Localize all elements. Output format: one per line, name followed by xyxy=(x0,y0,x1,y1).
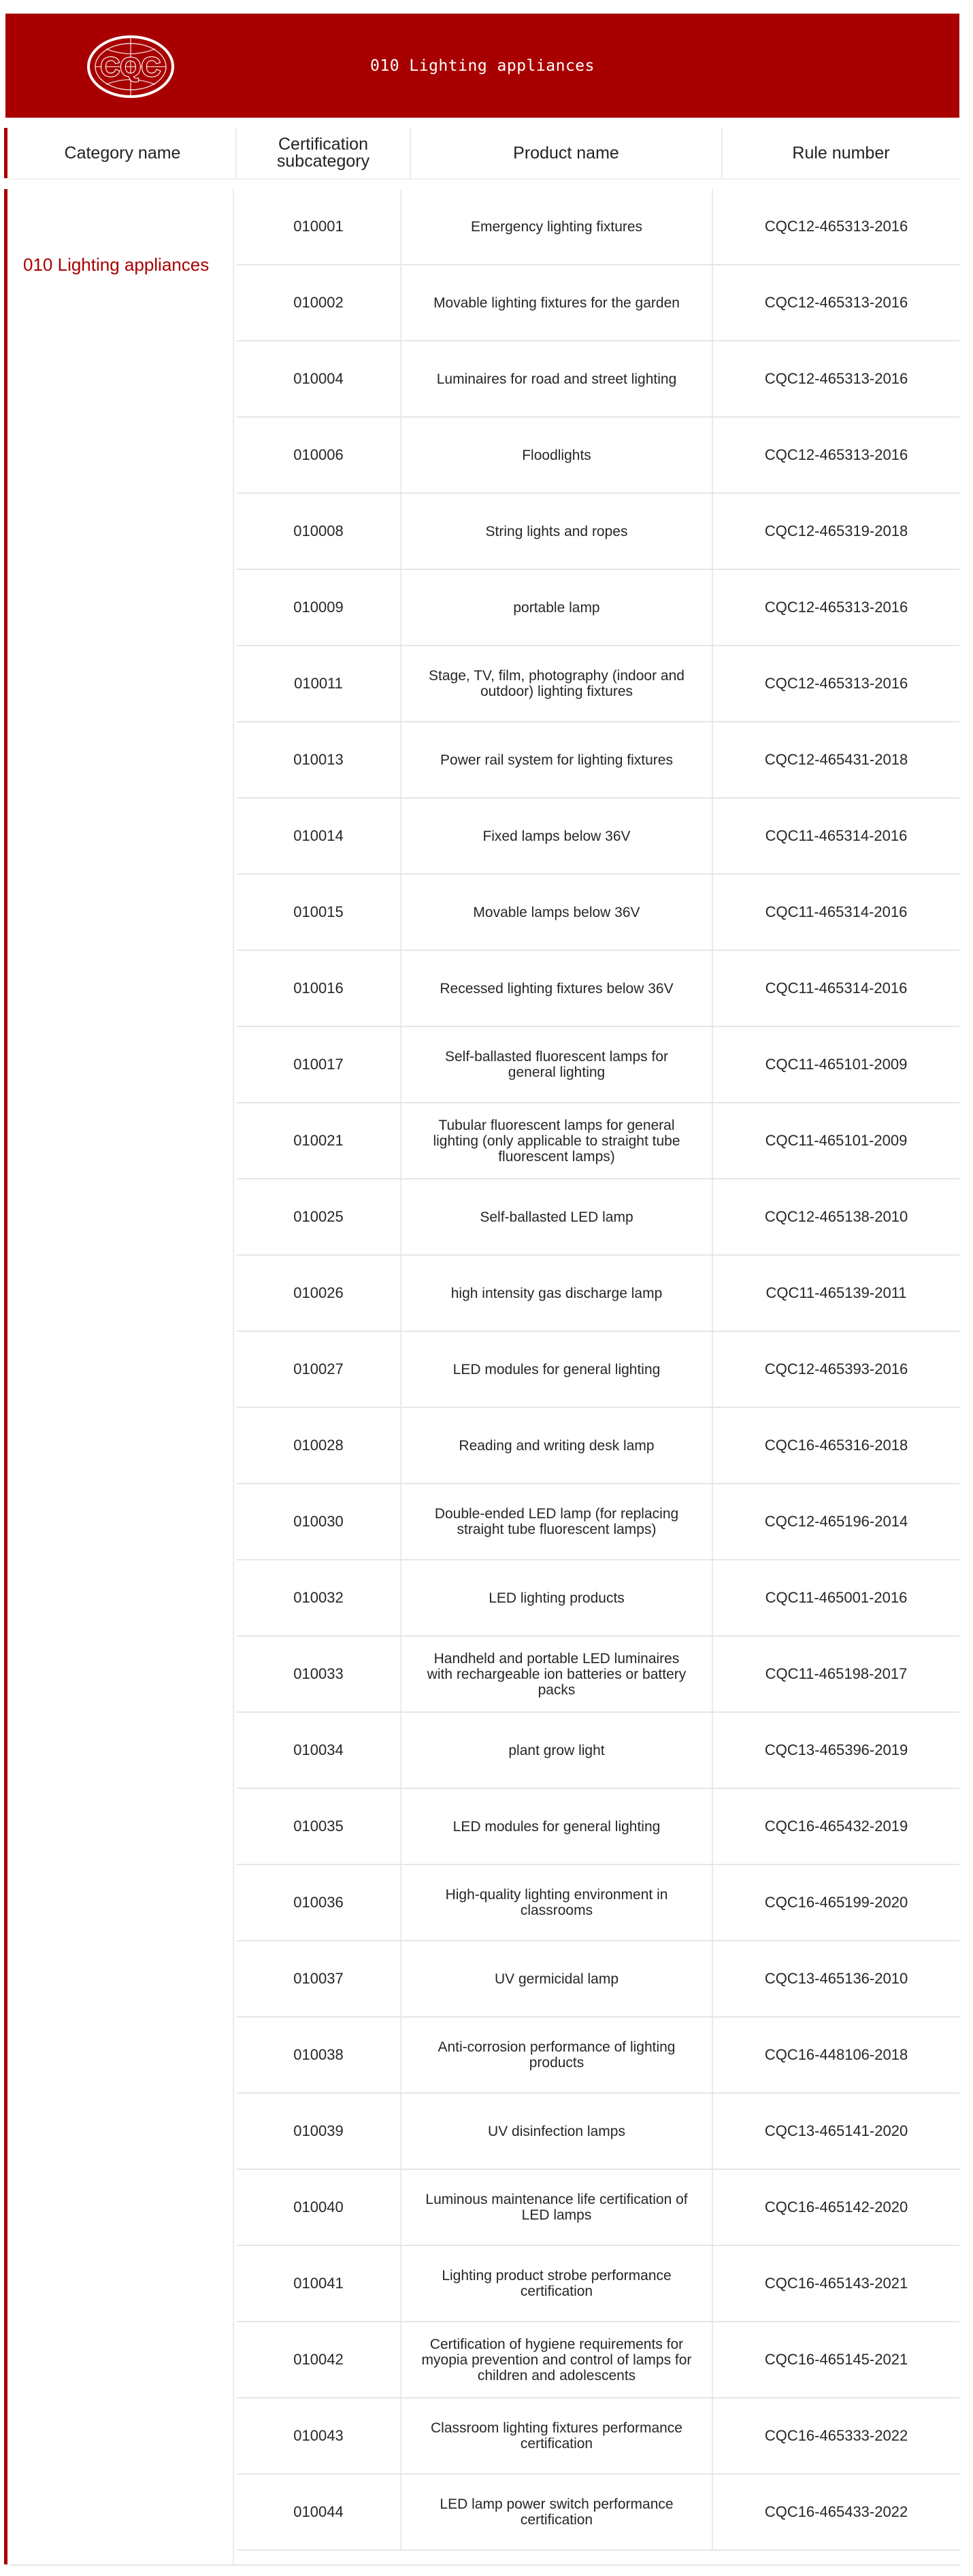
product-name: LED lighting products xyxy=(401,1560,713,1635)
page-title: 010 Lighting appliances xyxy=(370,56,595,75)
product-name: Handheld and portable LED luminaires with rechargeable ion batteries or battery packs xyxy=(401,1637,713,1711)
subcategory-code: 010033 xyxy=(237,1637,401,1711)
subcategory-code: 010041 xyxy=(237,2246,401,2321)
rule-number: CQC11-465139-2011 xyxy=(765,1284,907,1301)
table-row xyxy=(237,2094,959,2170)
subcategory-code: 010039 xyxy=(237,2094,401,2169)
table-row xyxy=(237,951,959,1027)
table-row xyxy=(237,722,959,799)
subcategory-code: 010036 xyxy=(237,1865,401,1940)
product-name: Luminous maintenance life certification of LED lamps xyxy=(401,2170,713,2245)
subcategory-code: 010001 xyxy=(237,189,401,264)
rule-number: CQC16-448106-2018 xyxy=(764,2046,908,2063)
rule-number: CQC16-465143-2021 xyxy=(764,2275,908,2292)
product-name: High-quality lighting environment in classrooms xyxy=(401,1865,713,1940)
subcategory-code: 010026 xyxy=(237,1256,401,1331)
subcategory-code: 010009 xyxy=(237,570,401,645)
table-row xyxy=(237,2398,959,2475)
subcategory-code: 010034 xyxy=(237,1713,401,1788)
rule-number: CQC12-465313-2016 xyxy=(764,446,908,463)
product-name: Lighting product strobe performance certification xyxy=(401,2246,713,2321)
product-name: Emergency lighting fixtures xyxy=(401,189,713,264)
table-row xyxy=(237,875,959,951)
table-row xyxy=(237,646,959,722)
product-name: Self-ballasted LED lamp xyxy=(401,1180,713,1254)
rule-number: CQC11-465314-2016 xyxy=(765,903,908,920)
table-row xyxy=(237,570,959,646)
header-category-name: Category name xyxy=(10,128,237,178)
table-body xyxy=(237,189,959,2564)
table-row xyxy=(237,1789,959,1865)
subcategory-code: 010032 xyxy=(237,1560,401,1635)
table-row xyxy=(237,2246,959,2322)
product-name: Classroom lighting fixtures performance certification xyxy=(401,2398,713,2473)
table-row xyxy=(237,2475,959,2551)
subcategory-code: 010017 xyxy=(237,1027,401,1102)
product-name: UV disinfection lamps xyxy=(401,2094,713,2169)
table-row xyxy=(237,1332,959,1408)
table-row xyxy=(237,418,959,494)
body-accent-bar xyxy=(4,189,7,2564)
rule-number: CQC12-465313-2016 xyxy=(764,294,908,311)
table-row xyxy=(237,265,959,341)
header-product-name: Product name xyxy=(411,128,723,178)
rule-number: CQC12-465393-2016 xyxy=(764,1360,908,1377)
product-name: Floodlights xyxy=(401,418,713,492)
rule-number: CQC11-465314-2016 xyxy=(765,980,908,997)
table-row xyxy=(237,1256,959,1332)
table-row xyxy=(237,799,959,875)
product-name: String lights and ropes xyxy=(401,494,713,569)
rule-number: CQC12-465431-2018 xyxy=(764,751,908,768)
rule-number: CQC16-465145-2021 xyxy=(764,2351,908,2368)
product-name: Fixed lamps below 36V xyxy=(401,799,713,873)
product-name: Double-ended LED lamp (for replacing straight tube fluorescent lamps) xyxy=(401,1484,713,1559)
divider xyxy=(10,178,959,180)
subcategory-code: 010040 xyxy=(237,2170,401,2245)
rule-number: CQC12-465313-2016 xyxy=(764,675,908,692)
product-name: Stage, TV, film, photography (indoor and outdoor) lighting fixtures xyxy=(401,646,713,721)
rule-number: CQC13-465396-2019 xyxy=(764,1741,908,1758)
rule-number: CQC16-465142-2020 xyxy=(764,2198,908,2215)
subcategory-code: 010004 xyxy=(237,341,401,416)
category-name: 010 Lighting appliances xyxy=(23,254,210,275)
rule-number: CQC16-465432-2019 xyxy=(764,1818,908,1835)
table-row xyxy=(237,1103,959,1180)
subcategory-code: 010044 xyxy=(237,2475,401,2549)
rule-number: CQC12-465138-2010 xyxy=(764,1208,908,1225)
table-row xyxy=(237,2018,959,2094)
rule-number: CQC16-465199-2020 xyxy=(764,1894,908,1911)
subcategory-code: 010025 xyxy=(237,1180,401,1254)
table-header xyxy=(10,128,959,178)
rule-number: CQC12-465313-2016 xyxy=(764,218,908,235)
divider xyxy=(10,2564,959,2566)
subcategory-code: 010043 xyxy=(237,2398,401,2473)
table-row xyxy=(237,2170,959,2246)
table-row xyxy=(237,1027,959,1103)
product-name: LED modules for general lighting xyxy=(401,1332,713,1407)
product-name: Anti-corrosion performance of lighting products xyxy=(401,2018,713,2092)
product-name: UV germicidal lamp xyxy=(401,1941,713,2016)
cqc-logo-text: CQC xyxy=(100,52,161,82)
product-name: Self-ballasted fluorescent lamps for general lighting xyxy=(401,1027,713,1102)
subcategory-code: 010002 xyxy=(237,265,401,340)
product-name: portable lamp xyxy=(401,570,713,645)
subcategory-code: 010027 xyxy=(237,1332,401,1407)
product-name: LED modules for general lighting xyxy=(401,1789,713,1864)
subcategory-code: 010008 xyxy=(237,494,401,569)
rule-number: CQC12-465313-2016 xyxy=(764,370,908,387)
subcategory-code: 010035 xyxy=(237,1789,401,1864)
product-name: Movable lighting fixtures for the garden xyxy=(401,265,713,340)
product-name: Movable lamps below 36V xyxy=(401,875,713,950)
table-row xyxy=(237,1180,959,1256)
rule-number: CQC16-465433-2022 xyxy=(764,2503,908,2520)
table-row xyxy=(237,1560,959,1637)
table-row xyxy=(237,1484,959,1560)
product-name: Reading and writing desk lamp xyxy=(401,1408,713,1483)
rule-number: CQC11-465101-2009 xyxy=(765,1132,908,1149)
table-row xyxy=(237,1713,959,1789)
subcategory-code: 010015 xyxy=(237,875,401,950)
header-rule-number: Rule number xyxy=(792,143,890,163)
rule-number: CQC12-465196-2014 xyxy=(764,1513,908,1530)
rule-number: CQC13-465141-2020 xyxy=(764,2122,908,2139)
table-row xyxy=(237,2322,959,2398)
product-name: high intensity gas discharge lamp xyxy=(401,1256,713,1331)
subcategory-code: 010037 xyxy=(237,1941,401,2016)
category-column xyxy=(10,189,234,2564)
rule-number: CQC11-465314-2016 xyxy=(765,827,908,844)
product-name: plant grow light xyxy=(401,1713,713,1788)
product-name: Recessed lighting fixtures below 36V xyxy=(401,951,713,1026)
subcategory-code: 010016 xyxy=(237,951,401,1026)
table-row xyxy=(237,189,959,265)
rule-number: CQC11-465198-2017 xyxy=(765,1665,908,1682)
product-name: Luminaires for road and street lighting xyxy=(401,341,713,416)
header-certification-subcategory: Certification subcategory xyxy=(237,128,411,178)
rule-number: CQC11-465101-2009 xyxy=(765,1056,908,1073)
rule-number: CQC16-465333-2022 xyxy=(764,2427,908,2444)
rule-number: CQC12-465319-2018 xyxy=(764,522,908,539)
subcategory-code: 010030 xyxy=(237,1484,401,1559)
header-accent-bar xyxy=(4,128,7,178)
table-row xyxy=(237,1408,959,1484)
subcategory-code: 010028 xyxy=(237,1408,401,1483)
subcategory-code: 010011 xyxy=(237,646,401,721)
table-row xyxy=(237,494,959,570)
product-name: Certification of hygiene requirements for myopia prevention and control of lamps for children and adolescents xyxy=(401,2322,713,2397)
subcategory-code: 010006 xyxy=(237,418,401,492)
rule-number: CQC11-465001-2016 xyxy=(765,1589,908,1606)
rule-number: CQC12-465313-2016 xyxy=(764,599,908,616)
page-banner xyxy=(5,14,959,118)
subcategory-code: 010021 xyxy=(237,1103,401,1178)
table-row xyxy=(237,1941,959,2018)
subcategory-code: 010038 xyxy=(237,2018,401,2092)
rule-number: CQC13-465136-2010 xyxy=(764,1970,908,1987)
subcategory-code: 010014 xyxy=(237,799,401,873)
table-row xyxy=(237,1865,959,1941)
product-name: Tubular fluorescent lamps for general lighting (only applicable to straight tube fluorescent lamps) xyxy=(401,1103,713,1178)
product-name: Power rail system for lighting fixtures xyxy=(401,722,713,797)
table-row xyxy=(237,341,959,418)
table-row xyxy=(237,1637,959,1713)
subcategory-code: 010042 xyxy=(237,2322,401,2397)
product-name: LED lamp power switch performance certification xyxy=(401,2475,713,2549)
rule-number: CQC16-465316-2018 xyxy=(764,1437,908,1454)
subcategory-code: 010013 xyxy=(237,722,401,797)
